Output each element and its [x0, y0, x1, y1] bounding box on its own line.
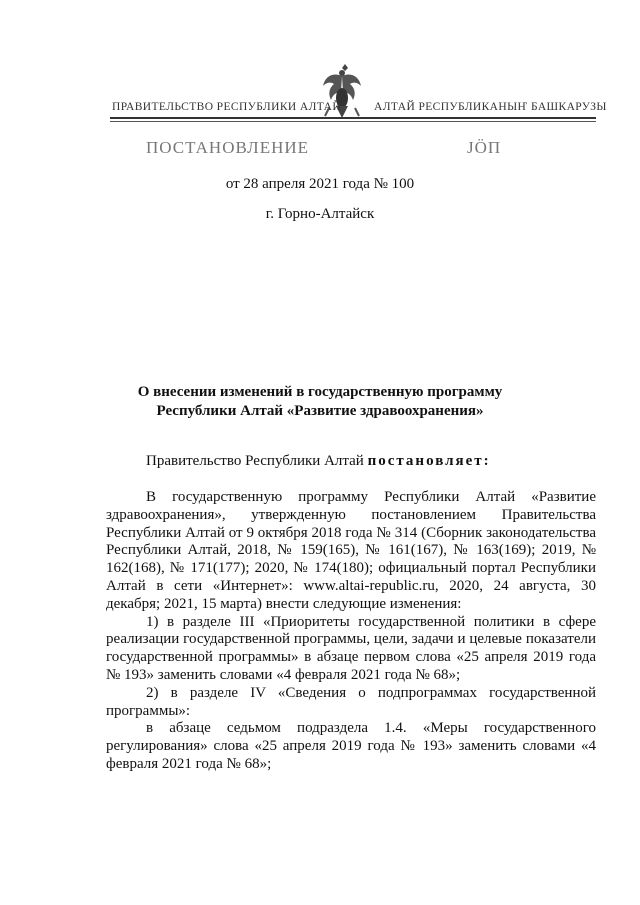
title-line-2: Республики Алтай «Развитие здравоохранения»: [156, 403, 484, 419]
header-right-text: АЛТАЙ РЕСПУБЛИКАНЫҤ БАШКАРУЗЫ: [374, 101, 607, 113]
header-left-text: ПРАВИТЕЛЬСТВО РЕСПУБЛИКИ АЛТАЙ: [112, 101, 342, 113]
paragraph: 1) в разделе III «Приоритеты государственной политики в сфере реализации государственной программы, цели, задачи и целевые показатели государственной программы» в абзаце первом слова «25 апреля 2019 года № 193» заменить словами «4 февраля 2021 года № 68»;: [106, 613, 596, 683]
paragraph: в абзаце седьмом подраздела 1.4. «Меры государственного регулирования» слова «25 апреля 2019 года № 193» заменить словами «4 февраля 2021 года № 68»;: [106, 720, 596, 772]
coat-of-arms-icon: [319, 62, 365, 122]
intro-verb: постановляет:: [367, 453, 491, 469]
title-line-1: О внесении изменений в государственную программу: [137, 384, 503, 400]
city-line: г. Горно-Алтайск: [265, 206, 375, 222]
paragraph: 2) в разделе IV «Сведения о подпрограммах государственной программы»:: [106, 684, 596, 719]
intro-line: [146, 453, 491, 470]
doc-type-right: JӦП: [467, 138, 502, 157]
intro-subject: Правительство Республики Алтай: [146, 453, 364, 469]
header-rule-thin: [110, 121, 596, 122]
doc-type-left: ПОСТАНОВЛЕНИЕ: [146, 138, 310, 157]
document-body: [106, 489, 596, 774]
date-line: от 28 апреля 2021 года № 100: [225, 176, 415, 192]
document-title: [0, 383, 640, 421]
paragraph: В государственную программу Республики Алтай «Развитие здравоохранения», утвержденную постановлением Правительства Республики Алтай от 9 октября 2018 года № 314 (Сборник законодательства Республики Алтай, 2018, № 159(165), № 161(167), № 163(169); 2019, № 162(168), № 171(177); 2020, № 174(180); официальный портал Республики Алтай в сети «Интернет»: www.altai-republic.ru, 2020, 24 августа, 30 декабря; 2021, 15 марта) внести следующие изменения:: [106, 489, 596, 612]
header-rule: [110, 117, 596, 119]
